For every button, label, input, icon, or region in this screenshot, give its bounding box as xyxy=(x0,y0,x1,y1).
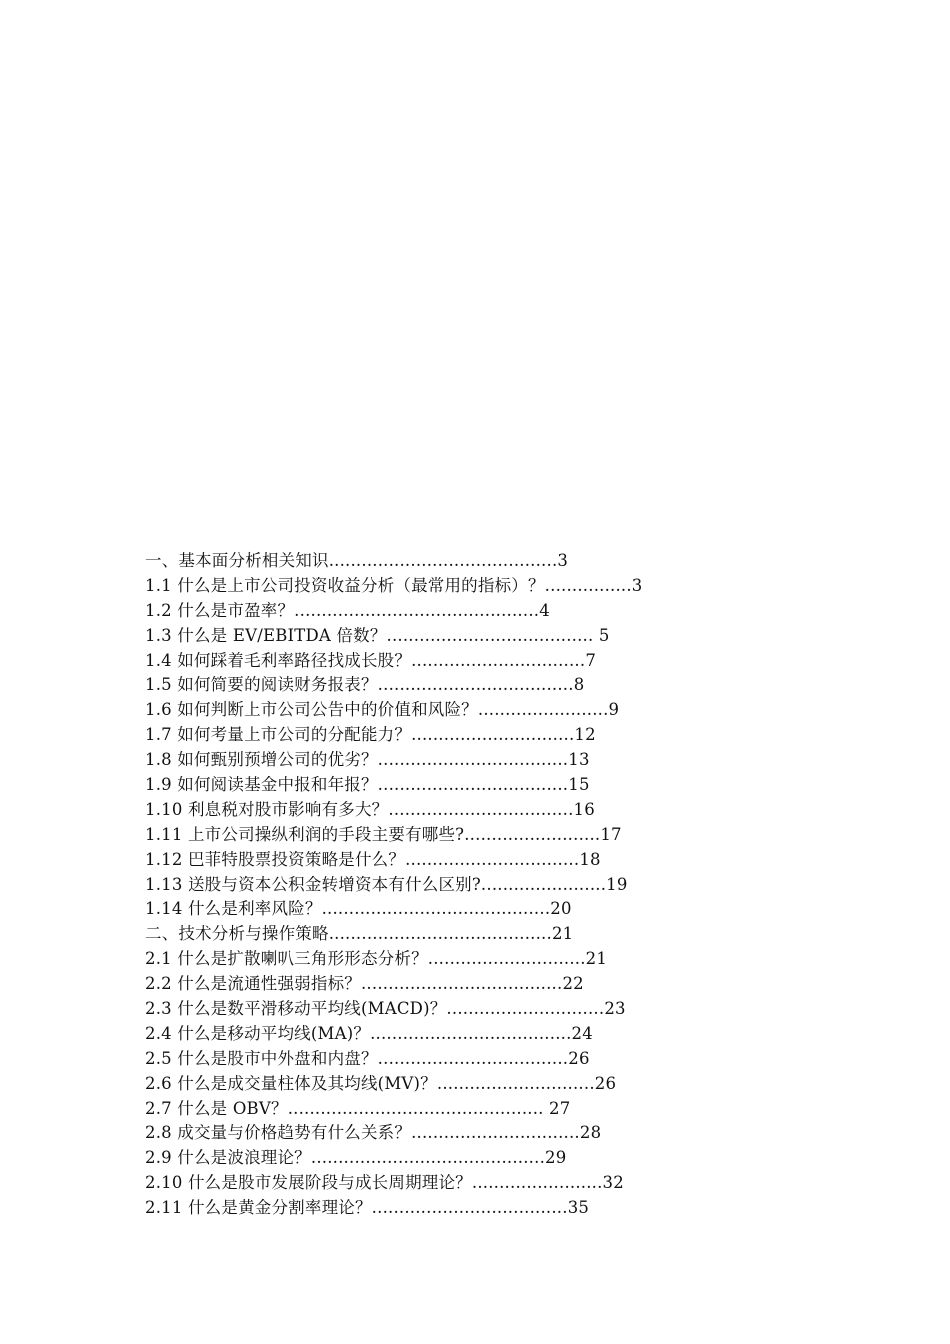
toc-entry: 1.14 什么是利率风险？..........................................20 xyxy=(145,899,572,919)
toc-section-heading: 一、基本面分析相关知识..........................................3 xyxy=(145,551,569,570)
toc-entry: 2.4 什么是移动平均线(MA)？.....................................24 xyxy=(145,1023,593,1043)
toc-entry: 2.10 什么是股市发展阶段与成长周期理论？........................32 xyxy=(145,1173,624,1193)
toc-entry: 1.7 如何考量上市公司的分配能力？..............................12 xyxy=(145,725,596,745)
toc-entry: 1.2 什么是市盈率？.............................................4 xyxy=(145,600,550,620)
toc-entry: 1.6 如何判断上市公司公告中的价值和风险？........................9 xyxy=(145,700,620,720)
toc-entry: 1.3 什么是 EV/EBITDA 倍数？...................................... 5 xyxy=(145,625,610,645)
toc-entry: 2.3 什么是数平滑移动平均线(MACD)？.............................23 xyxy=(145,999,626,1019)
toc-entry: 1.9 如何阅读基金中报和年报？...................................15 xyxy=(145,775,590,795)
toc-entry: 1.11 上市公司操纵利润的手段主要有哪些?.........................17 xyxy=(145,824,622,844)
table-of-contents xyxy=(145,549,845,1221)
toc-entry: 2.11 什么是黄金分割率理论？....................................35 xyxy=(145,1198,590,1218)
toc-entry: 1.13 送股与资本公积金转增资本有什么区别?.......................19 xyxy=(145,874,628,894)
toc-entry: 2.9 什么是波浪理论？...........................................29 xyxy=(145,1148,567,1168)
toc-entry: 1.12 巴菲特股票投资策略是什么？................................18 xyxy=(145,849,601,869)
toc-entry: 2.1 什么是扩散喇叭三角形形态分析？.............................21 xyxy=(145,949,608,969)
toc-entry: 1.8 如何甄别预增公司的优劣？...................................13 xyxy=(145,750,590,770)
toc-section-heading: 二、技术分析与操作策略.........................................21 xyxy=(145,924,574,944)
toc-entry: 2.6 什么是成交量柱体及其均线(MV)？.............................26 xyxy=(145,1073,617,1093)
toc-entry: 1.5 如何简要的阅读财务报表？....................................8 xyxy=(145,675,585,695)
toc-entry: 2.5 什么是股市中外盘和内盘？...................................26 xyxy=(145,1048,590,1068)
toc-entry: 2.8 成交量与价格趋势有什么关系？...............................28 xyxy=(145,1123,602,1143)
toc-entry: 1.4 如何踩着毛利率路径找成长股？................................7 xyxy=(145,650,597,670)
toc-entry: 1.10 利息税对股市影响有多大？..................................16 xyxy=(145,799,595,819)
toc-entry: 2.7 什么是 OBV？............................................... 27 xyxy=(145,1098,571,1118)
toc-entry: 2.2 什么是流通性强弱指标？.....................................22 xyxy=(145,974,584,994)
toc-entry: 1.1 什么是上市公司投资收益分析（最常用的指标）？................3 xyxy=(145,575,643,595)
